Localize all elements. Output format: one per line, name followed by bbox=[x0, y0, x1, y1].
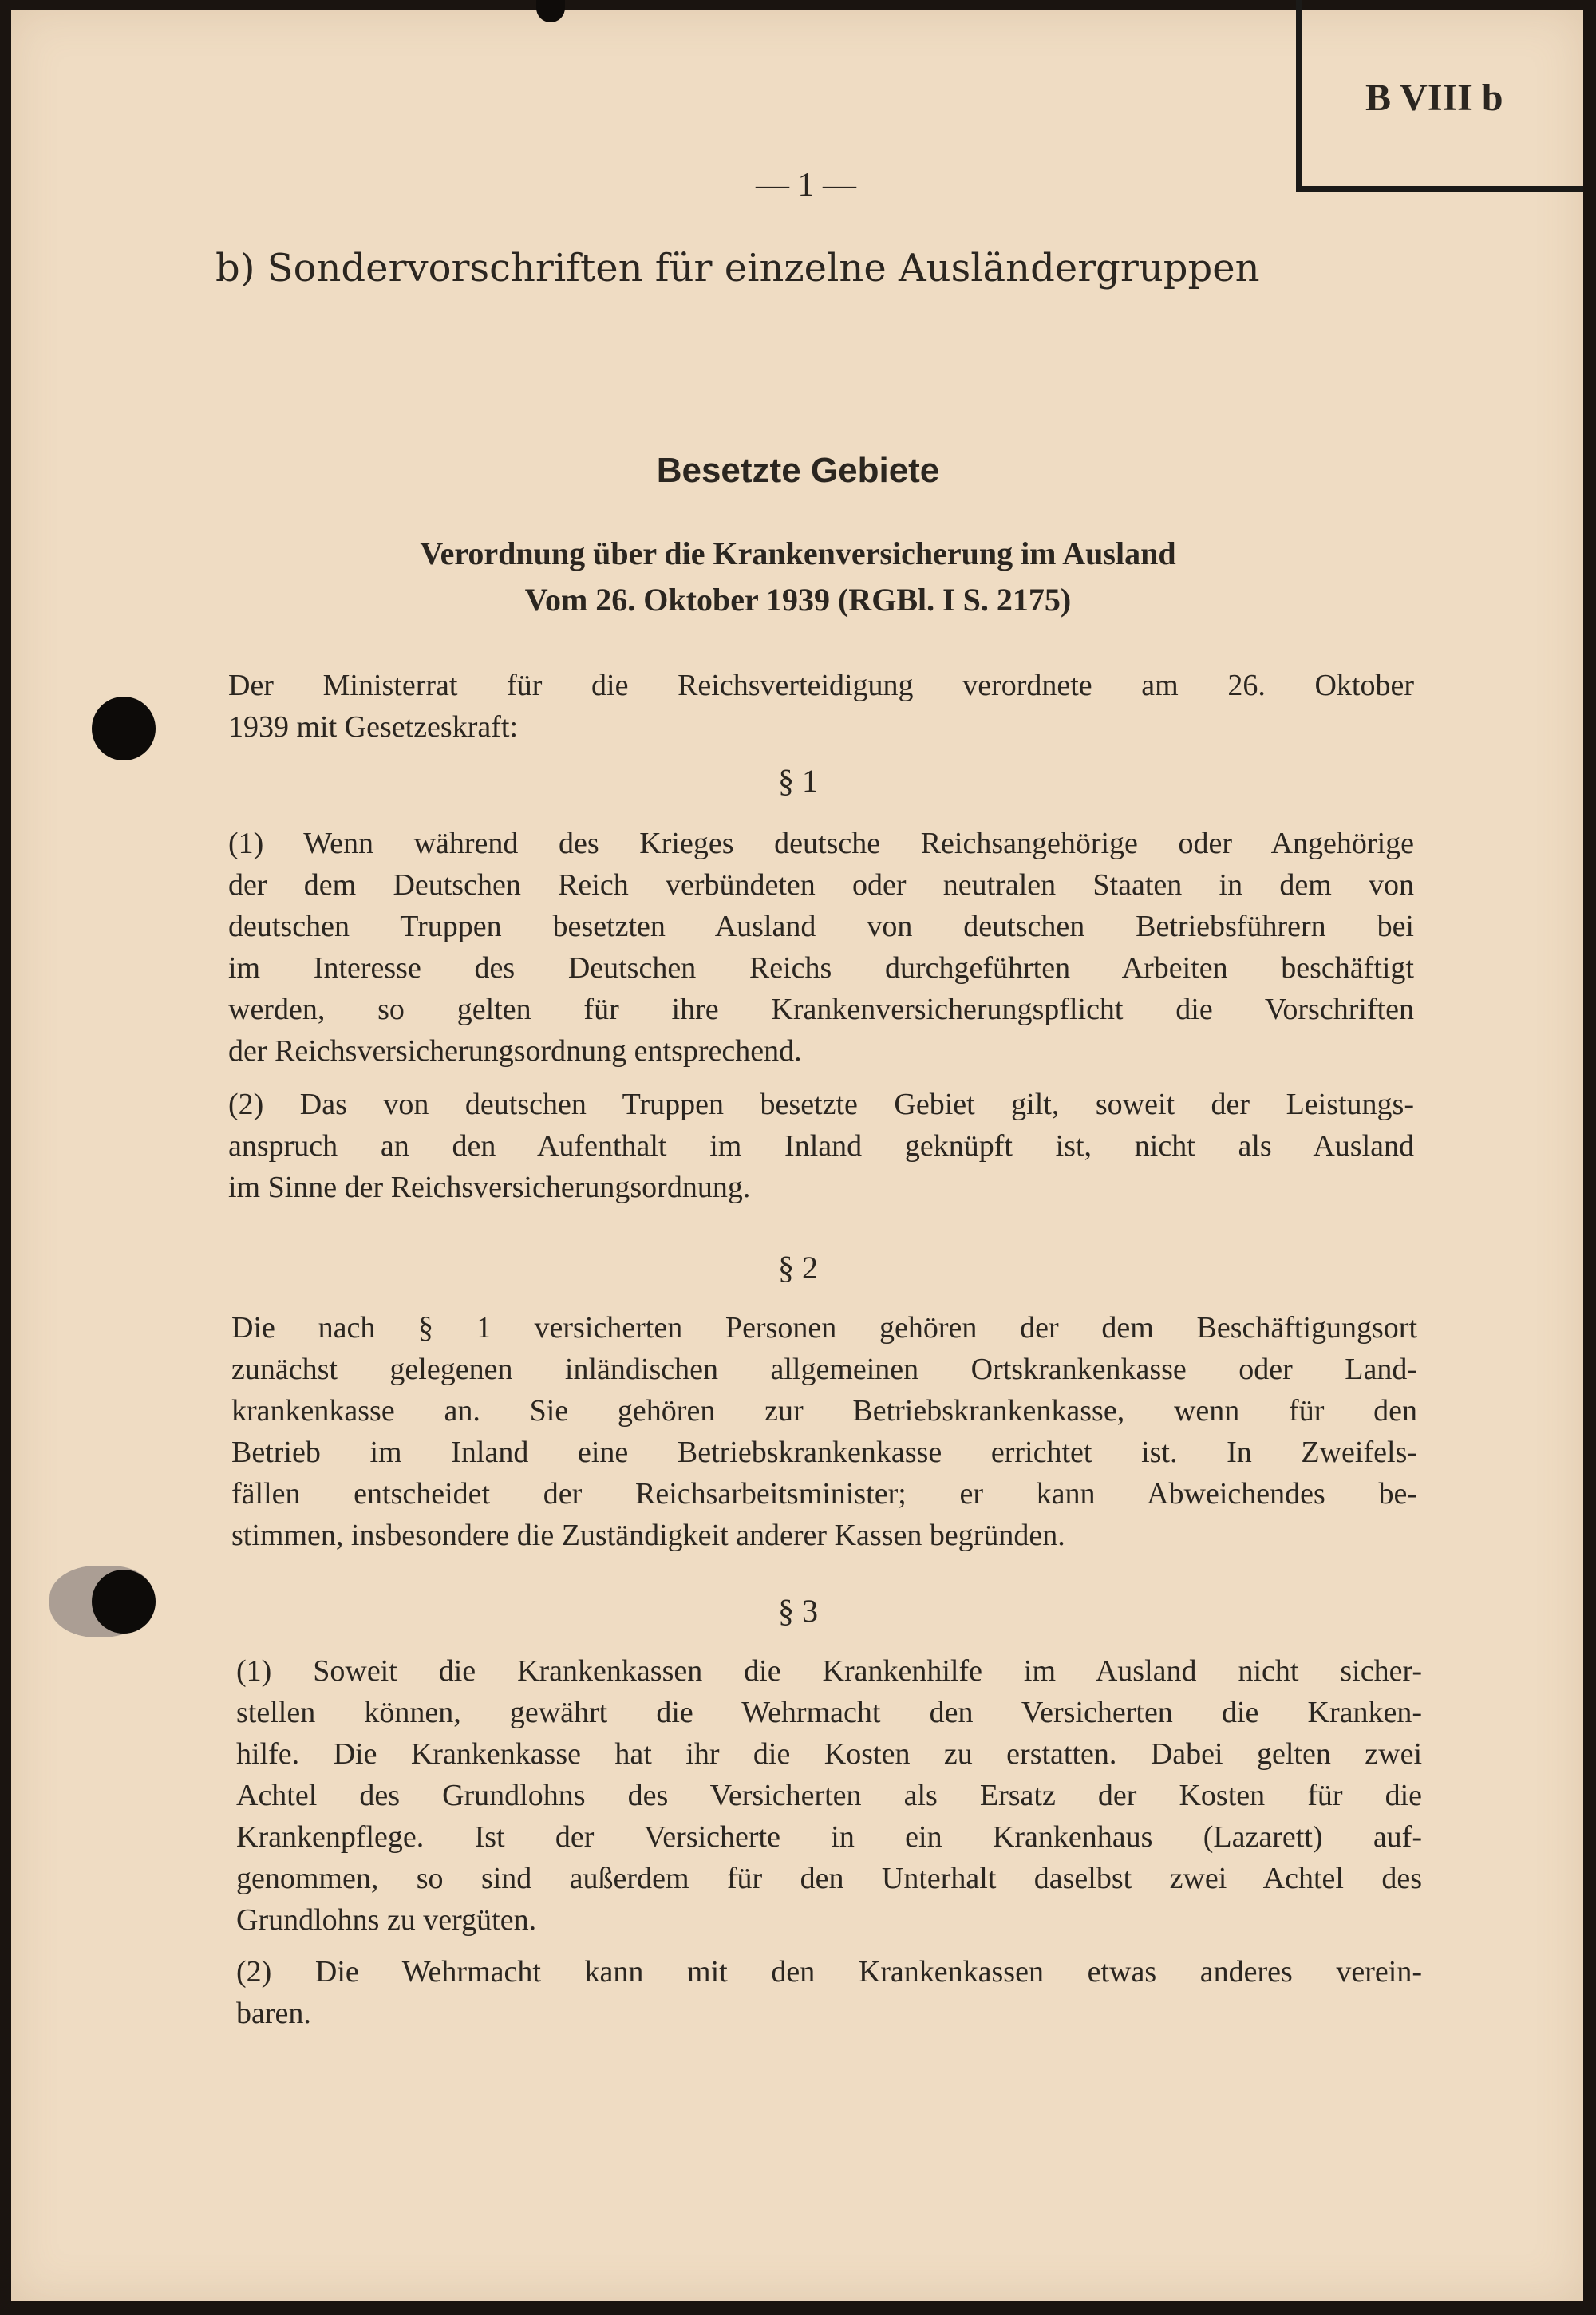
punch-hole bbox=[92, 697, 156, 760]
text-line: deutschen Truppen besetzten Ausland von deutschen Betriebsführern bei bbox=[228, 910, 1414, 943]
text-line: Betrieb im Inland eine Betriebskrankenkasse errichtet ist. In Zweifels- bbox=[231, 1436, 1417, 1469]
text-line: hilfe. Die Krankenkasse hat ihr die Kosten zu erstatten. Dabei gelten zwei bbox=[236, 1737, 1422, 1771]
punch-hole bbox=[92, 1570, 156, 1634]
section-3-paragraph-2 bbox=[236, 1951, 1422, 2034]
section-1-paragraph-2 bbox=[228, 1084, 1414, 1208]
section-title: Besetzte Gebiete bbox=[656, 451, 940, 490]
decree-date: Vom 26. Oktober 1939 (RGBl. I S. 2175) bbox=[524, 582, 1072, 618]
text-line: stimmen, insbesondere die Zuständigkeit anderer Kassen begründen. bbox=[231, 1519, 1065, 1552]
text-line: werden, so gelten für ihre Krankenversicherungspflicht die Vorschriften bbox=[228, 993, 1414, 1026]
intro-paragraph bbox=[228, 665, 1414, 748]
section-3-paragraph-1 bbox=[236, 1650, 1422, 1941]
text-line: Der Ministerrat für die Reichsverteidigung verordnete am 26. Oktober bbox=[228, 669, 1414, 702]
section-2-paragraph bbox=[231, 1307, 1417, 1556]
text-line: krankenkasse an. Sie gehören zur Betriebskrankenkasse, wenn für den bbox=[231, 1394, 1417, 1428]
chapter-heading: b) Sondervorschriften für einzelne Ausländergruppen bbox=[215, 246, 1260, 290]
text-line: genommen, so sind außerdem für den Unterhalt daselbst zwei Achtel des bbox=[236, 1862, 1422, 1895]
text-line: (1) Soweit die Krankenkassen die Krankenhilfe im Ausland nicht sicher- bbox=[236, 1654, 1422, 1688]
text-line: Achtel des Grundlohns des Versicherten als Ersatz der Kosten für die bbox=[236, 1779, 1422, 1812]
text-line: Grundlohns zu vergüten. bbox=[236, 1903, 537, 1937]
text-line: (2) Das von deutschen Truppen besetzte Gebiet gilt, soweit der Leistungs- bbox=[228, 1088, 1414, 1121]
page-number: — 1 — bbox=[756, 167, 856, 203]
classification-box bbox=[1296, 0, 1583, 192]
section-3-label: § 3 bbox=[778, 1593, 818, 1629]
text-line: 1939 mit Gesetzeskraft: bbox=[228, 710, 519, 744]
text-line: der Reichsversicherungsordnung entsprechend. bbox=[228, 1034, 802, 1068]
classification-tag: B VIII b bbox=[1365, 77, 1503, 119]
section-1-paragraph-1 bbox=[228, 823, 1414, 1072]
section-1-label: § 1 bbox=[778, 763, 818, 799]
text-line: zunächst gelegenen inländischen allgemeinen Ortskrankenkasse oder Land- bbox=[231, 1353, 1417, 1386]
text-line: anspruch an den Aufenthalt im Inland geknüpft ist, nicht als Ausland bbox=[228, 1129, 1414, 1163]
text-line: (2) Die Wehrmacht kann mit den Krankenkassen etwas anderes verein- bbox=[236, 1955, 1422, 1989]
text-line: im Interesse des Deutschen Reichs durchgeführten Arbeiten beschäftigt bbox=[228, 951, 1414, 985]
text-line: fällen entscheidet der Reichsarbeitsminister; er kann Abweichendes be- bbox=[231, 1477, 1417, 1511]
section-2-label: § 2 bbox=[778, 1250, 818, 1286]
text-line: stellen können, gewährt die Wehrmacht den Versicherten die Kranken- bbox=[236, 1696, 1422, 1729]
text-line: baren. bbox=[236, 1997, 311, 2030]
decree-title: Verordnung über die Krankenversicherung im Ausland bbox=[420, 535, 1176, 571]
text-line: (1) Wenn während des Krieges deutsche Reichsangehörige oder Angehörige bbox=[228, 827, 1414, 860]
text-line: im Sinne der Reichsversicherungsordnung. bbox=[228, 1171, 751, 1204]
text-line: der dem Deutschen Reich verbündeten oder neutralen Staaten in dem von bbox=[228, 868, 1414, 902]
text-line: Die nach § 1 versicherten Personen gehören der dem Beschäftigungsort bbox=[231, 1311, 1417, 1345]
text-line: Krankenpflege. Ist der Versicherte in ein Krankenhaus (Lazarett) auf- bbox=[236, 1820, 1422, 1854]
